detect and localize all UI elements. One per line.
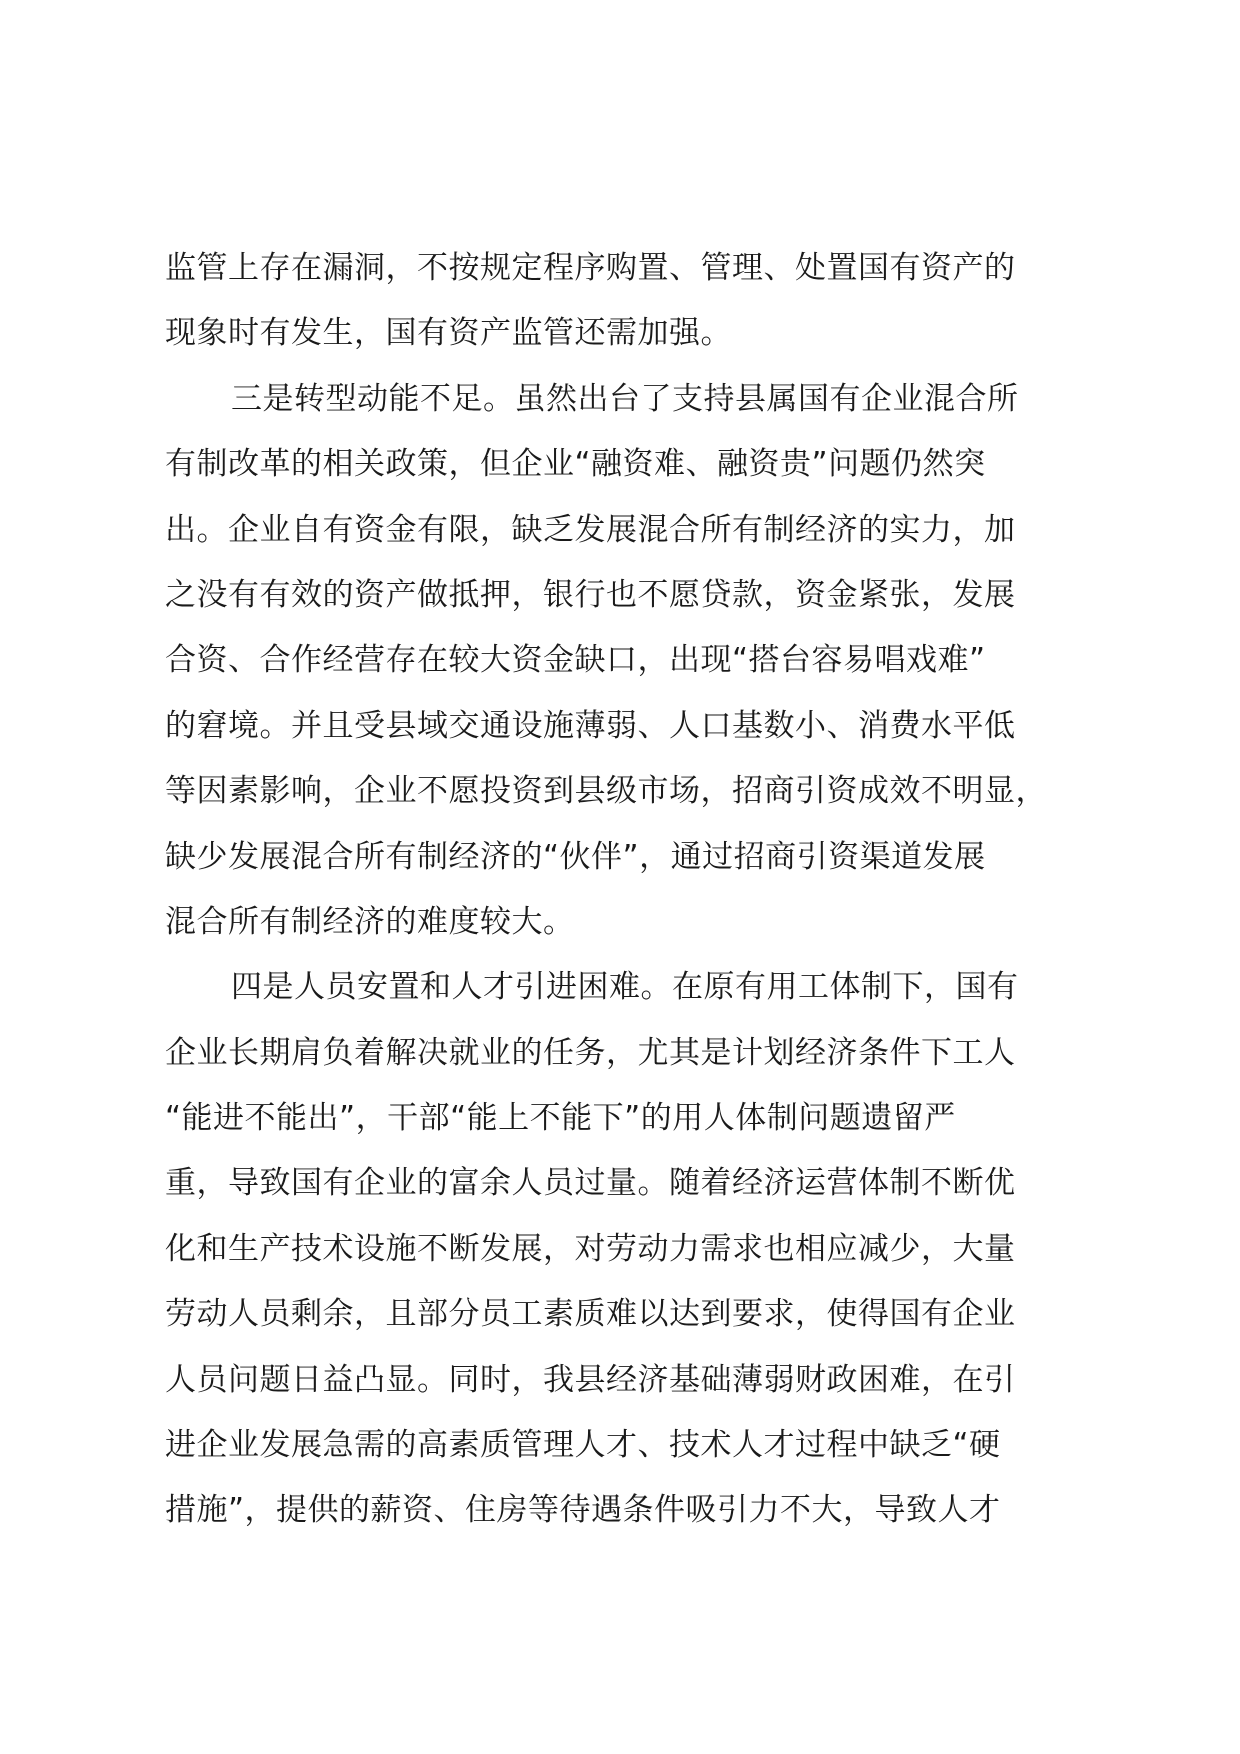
text-line: 措施”，提供的薪资、住房等待遇条件吸引力不大，导致人才 [165, 1492, 1001, 1529]
text-line: 有制改革的相关政策，但企业“融资难、融资贵”问题仍然突 [165, 446, 986, 483]
text-line: 出。企业自有资金有限，缺乏发展混合所有制经济的实力，加 [165, 511, 1016, 548]
text-line: 之没有有效的资产做抵押，银行也不愿贷款，资金紧张，发展 [165, 576, 1016, 613]
text-line: “能进不能出”，干部“能上不能下”的用人体制问题遗留严 [165, 1100, 956, 1137]
text-line: 劳动人员剩余，且部分员工素质难以达到要求，使得国有企业 [165, 1296, 1016, 1333]
text-line: 进企业发展急需的高素质管理人才、技术人才过程中缺乏“硬 [165, 1427, 1001, 1464]
text-line: 现象时有发生，国有资产监管还需加强。 [165, 315, 732, 352]
text-line: 企业长期肩负着解决就业的任务，尤其是计划经济条件下工人 [165, 1034, 1016, 1071]
text-line: 监管上存在漏洞，不按规定程序购置、管理、处置国有资产的 [165, 250, 1016, 286]
text-line: 人员问题日益凸显。同时，我县经济基础薄弱财政困难，在引 [165, 1361, 1016, 1398]
text-line: 合资、合作经营存在较大资金缺口，出现“搭台容易唱戏难” [165, 642, 986, 679]
text-line: 重，导致国有企业的富余人员过量。随着经济运营体制不断优 [165, 1165, 1016, 1202]
body-text [165, 236, 1125, 1544]
text-line: 缺少发展混合所有制经济的“伙伴”，通过招商引资渠道发展 [165, 838, 986, 875]
text-line: 化和生产技术设施不断发展，对劳动力需求也相应减少，大量 [165, 1230, 1016, 1267]
text-line: 混合所有制经济的难度较大。 [165, 903, 575, 940]
text-line: 等因素影响，企业不愿投资到县级市场，招商引资成效不明显， [165, 773, 1047, 810]
paragraph-start-line: 三是转型动能不足。虽然出台了支持县属国有企业混合所 [231, 380, 1019, 417]
paragraph-start-line: 四是人员安置和人才引进困难。在原有用工体制下，国有 [231, 969, 1019, 1006]
text-line: 的窘境。并且受县域交通设施薄弱、人口基数小、消费水平低 [165, 707, 1016, 744]
